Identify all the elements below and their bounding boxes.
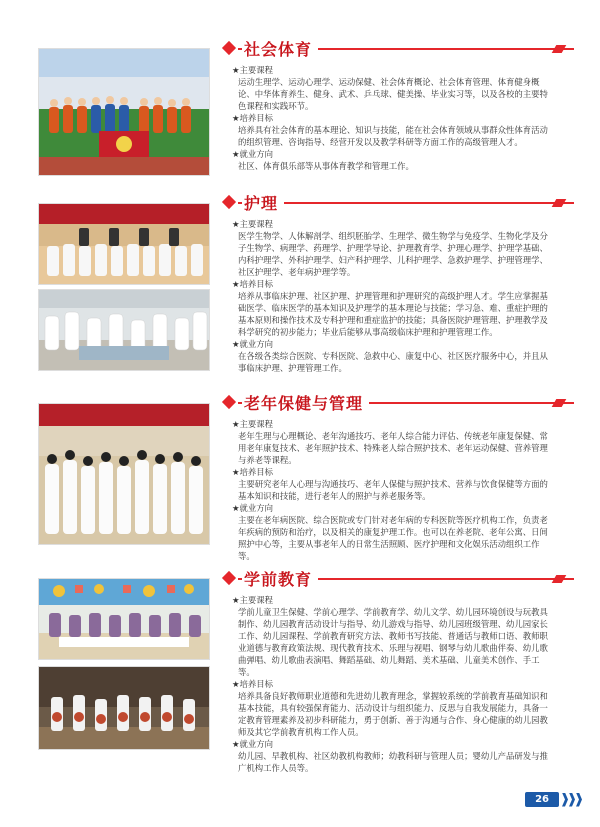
- diamond-bullet-icon: [222, 571, 236, 585]
- nursing-training-photo: [38, 289, 210, 371]
- course-heading: ★主要课程: [232, 419, 274, 429]
- goal-text: 培养从事临床护理、社区护理、护理管理和护理研究的高级护理人才。学生应掌握基础医学、临床医学的基本知识及护理学的基本理论与技能；学习急、难、重症护理的基本原则和操作技术及专科护理和重症监护的技能；具备医院护理管理、护理教学及科学研究的初步能力；毕业后能够从事高级临床护理和护理管理工作。: [238, 291, 548, 337]
- section-title: 社会体育: [242, 37, 318, 60]
- preschool-performance-photo: [38, 666, 210, 750]
- career-heading: ★就业方向: [232, 739, 274, 749]
- preschool-classroom-photo: [38, 578, 210, 660]
- course-heading: ★主要课程: [232, 65, 274, 75]
- diamond-bullet-icon: [222, 195, 236, 209]
- chevron-right-icon: [561, 793, 582, 807]
- section-title-preschool: [224, 568, 318, 588]
- career-text: 幼儿园、早教机构、社区幼教机构教师；幼教科研与管理人员；婴幼儿产品研发与推广机构工作人员等。: [238, 751, 548, 773]
- nursing-ceremony-photo: [38, 203, 210, 285]
- course-text: 老年生理与心理概论、老年沟通技巧、老年人综合能力评估、传统老年康复保健、常用老年康复技术、老年照护技术、特殊老人综合照护技术、老年运动保健、营养管理与养老等课程。: [238, 431, 548, 465]
- section-title: 护理: [242, 191, 284, 214]
- section-body-nursing: [232, 218, 552, 374]
- section-title-nursing: [224, 192, 284, 212]
- sports-team-photo: [38, 48, 210, 176]
- goal-heading: ★培养目标: [232, 467, 274, 477]
- section-title-sports: [224, 38, 318, 58]
- course-text: 学前儿童卫生保健、学前心理学、学前教育学、幼儿文学、幼儿园环境创设与玩教具制作、幼儿园教育活动设计与指导、幼儿游戏与指导、幼儿园班级管理、幼儿园家长工作、幼儿园课程、学前教育研究方法、教师书写技能、普通话与教师口语、教师职业道德与教育政策法规、现代教育技术、乐理与视唱、钢琴与幼儿歌曲伴奏、幼儿歌曲弹唱、幼儿歌曲表演唱、舞蹈基础、幼儿舞蹈、美术基础、儿童美术创作、手工等。: [238, 607, 548, 677]
- goal-heading: ★培养目标: [232, 679, 274, 689]
- goal-heading: ★培养目标: [232, 279, 274, 289]
- career-text: 主要在老年病医院、综合医院或专门针对老年病的专科医院等医疗机构工作，负责老年疾病的预防和治疗，以及相关的康复护理工作。也可以在养老院、老年公寓、日间照护中心等，主要从事老年人的日常生活照顾、医疗护理和文化娱乐活动组织工作等。: [238, 515, 548, 561]
- section-body-preschool: [232, 594, 552, 774]
- section-body-elderly: [232, 418, 552, 562]
- goal-text: 培养具备良好教师职业道德和先进幼儿教育理念，掌握较系统的学前教育基础知识和基本技能，具有较强保育能力、活动设计与组织能力、反思与自我发展能力，具备一定教育管理素养及初步科研能力，勇于创新、善于沟通与合作、身心健康的幼儿园教师及其它学前教育机构工作人员。: [238, 691, 548, 737]
- goal-text: 培养具有社会体育的基本理论、知识与技能，能在社会体育领域从事群众性体育活动的组织管理、咨询指导、经营开发以及教学科研等方面工作的高级管理人才。: [238, 125, 548, 147]
- career-heading: ★就业方向: [232, 503, 274, 513]
- goal-text: 主要研究老年人心理与沟通技巧、老年人保健与照护技术、营养与饮食保健等方面的基本知识和技能，进行老年人的照护与养老服务等。: [238, 479, 548, 501]
- goal-heading: ★培养目标: [232, 113, 274, 123]
- page-number-badge: [525, 792, 582, 807]
- course-heading: ★主要课程: [232, 219, 274, 229]
- diamond-bullet-icon: [222, 395, 236, 409]
- career-text: 在各级各类综合医院、专科医院、急救中心、康复中心、社区医疗服务中心，并且从事临床护理、护理管理工作。: [238, 351, 548, 373]
- course-heading: ★主要课程: [232, 595, 274, 605]
- page-number: 26: [525, 792, 559, 807]
- career-heading: ★就业方向: [232, 149, 274, 159]
- section-title: 学前教育: [242, 567, 318, 590]
- career-heading: ★就业方向: [232, 339, 274, 349]
- elderly-care-class-photo: [38, 403, 210, 545]
- section-body-sports: [232, 64, 552, 172]
- course-text: 医学生物学、人体解剖学、组织胚胎学、生理学、微生物学与免疫学、生物化学及分子生物学、病理学、药理学、护理学导论、护理教育学、护理心理学、护理学基础、内科护理学、外科护理学、妇产科护理学、儿科护理学、急救护理学、护理管理学、社区护理学、老年病护理学等。: [238, 231, 548, 277]
- career-text: 社区、体育俱乐部等从事体育教学和管理工作。: [238, 161, 414, 171]
- section-title: 老年保健与管理: [242, 391, 369, 414]
- diamond-bullet-icon: [222, 41, 236, 55]
- section-title-elderly: [224, 392, 369, 412]
- course-text: 运动生理学、运动心理学、运动保健、社会体育概论、社会体育管理、体育健身概论、中华体育养生、健身、武术、乒乓球、健美操、毕业实习等，以及各校的主要特色课程和实践环节。: [238, 77, 548, 111]
